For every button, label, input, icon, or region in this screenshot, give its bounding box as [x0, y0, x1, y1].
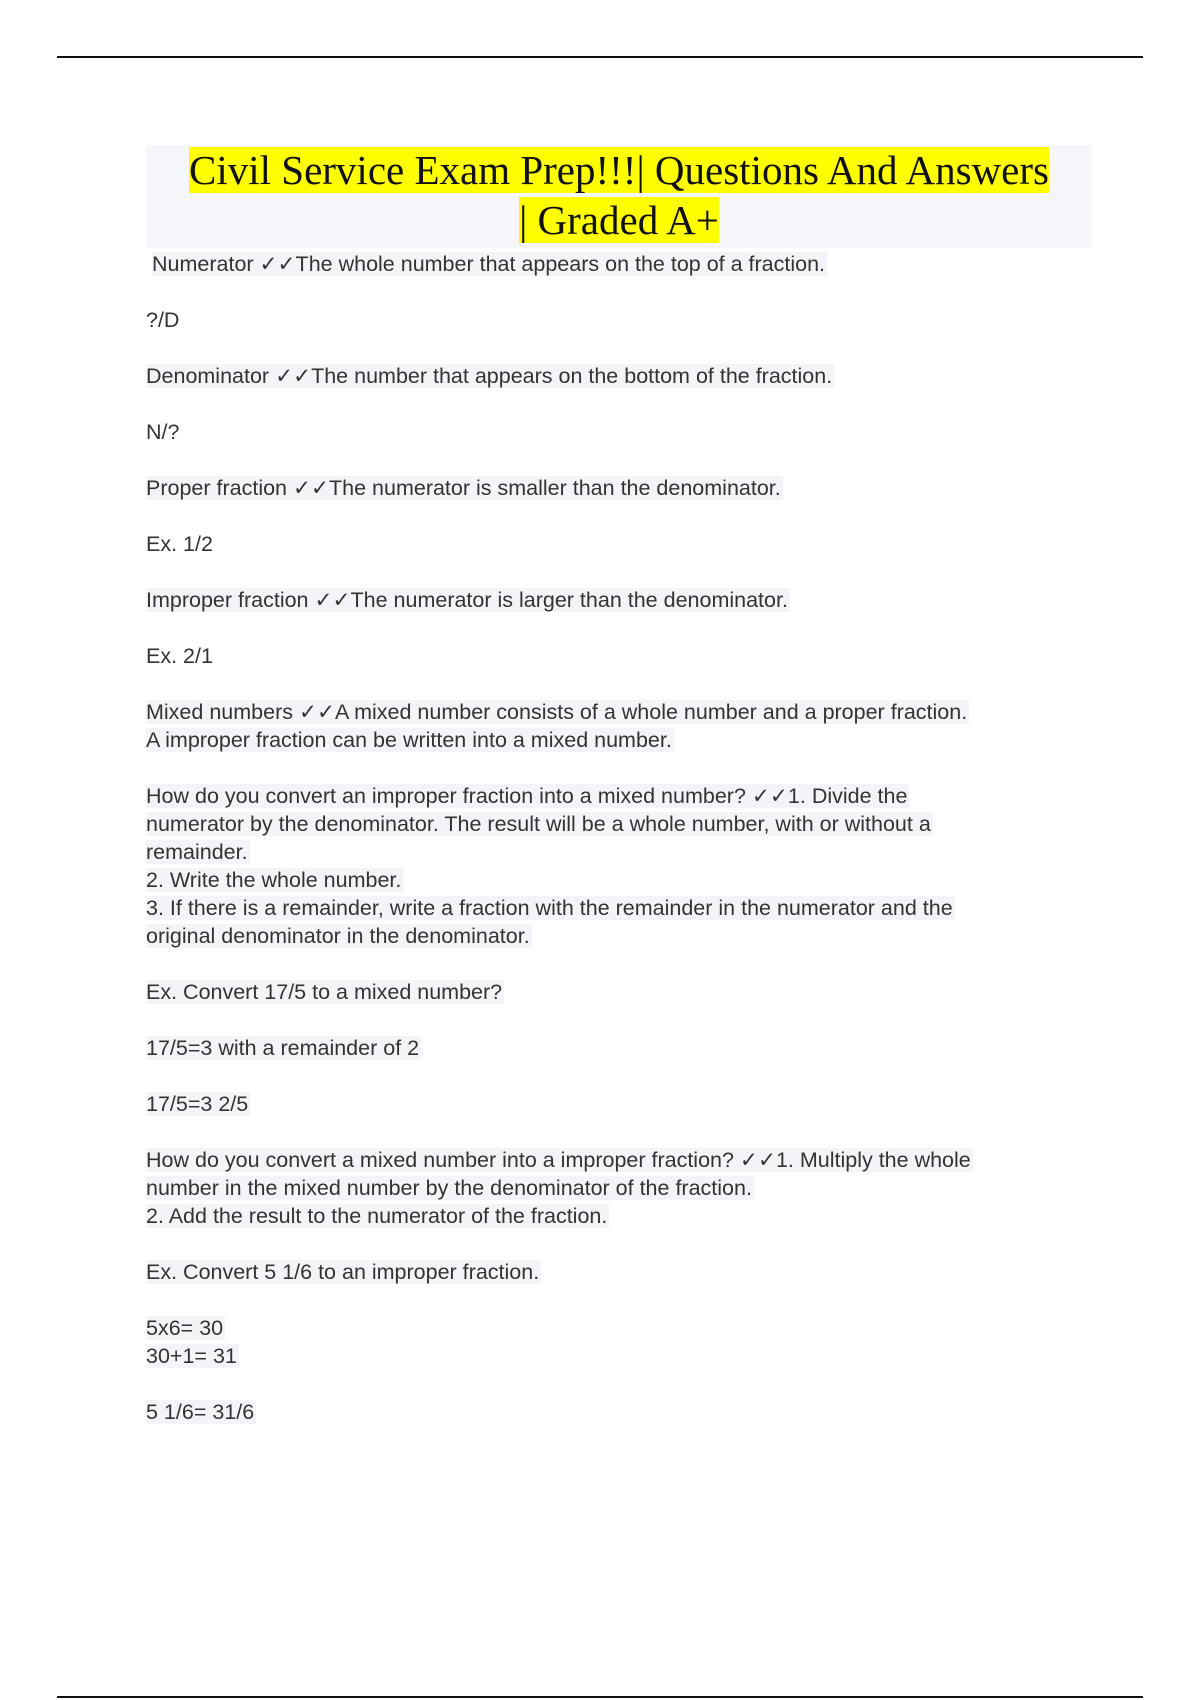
- entry-proper-fraction-example: Ex. 1/2: [146, 532, 213, 556]
- entry-proper-fraction: Proper fraction ✓✓The numerator is smaller than the denominator.: [146, 476, 781, 500]
- entry-convert-example: Ex. Convert 17/5 to a mixed number?: [146, 980, 503, 1004]
- entry-mixed-result: 5 1/6= 31/6: [146, 1400, 255, 1424]
- title-line-1: Civil Service Exam Prep!!!| Questions And Answers: [189, 147, 1049, 193]
- bottom-rule: [57, 1696, 1143, 1698]
- entry-improper-fraction-example: Ex. 2/1: [146, 644, 213, 668]
- entry-convert-mixed-line-2: number in the mixed number by the denominator of the fraction.: [146, 1176, 752, 1200]
- entry-mixed-numbers: Mixed numbers ✓✓A mixed number consists of a whole number and a proper fraction.: [146, 700, 968, 724]
- entry-convert-step-2: 17/5=3 2/5: [146, 1092, 249, 1116]
- entry-convert-improper-line-1: How do you convert an improper fraction into a mixed number? ✓✓1. Divide the: [146, 784, 908, 808]
- document-title: [146, 145, 1092, 248]
- entry-convert-improper-line-2: numerator by the denominator. The result will be a whole number, with or without a: [146, 812, 931, 836]
- entry-convert-improper-line-5: 3. If there is a remainder, write a fraction with the remainder in the numerator and the: [146, 896, 953, 920]
- entry-mixed-example: Ex. Convert 5 1/6 to an improper fraction.: [146, 1260, 540, 1284]
- entry-convert-mixed-line-3: 2. Add the result to the numerator of the fraction.: [146, 1204, 608, 1228]
- entry-convert-improper-line-4: 2. Write the whole number.: [146, 868, 402, 892]
- document-body: [146, 250, 1086, 1426]
- entry-numerator-example: ?/D: [146, 308, 180, 332]
- title-line-2: | Graded A+: [519, 197, 719, 243]
- entry-mixed-step-1: 5x6= 30: [146, 1316, 224, 1340]
- entry-denominator: Denominator ✓✓The number that appears on the bottom of the fraction.: [146, 364, 833, 388]
- entry-mixed-numbers-line-2: A improper fraction can be written into a mixed number.: [146, 728, 672, 752]
- entry-convert-improper-line-3: remainder.: [146, 840, 248, 864]
- entry-mixed-step-2: 30+1= 31: [146, 1344, 237, 1368]
- entry-improper-fraction: Improper fraction ✓✓The numerator is larger than the denominator.: [146, 588, 788, 612]
- entry-convert-improper-line-6: original denominator in the denominator.: [146, 924, 530, 948]
- entry-numerator: Numerator ✓✓The whole number that appears on the top of a fraction.: [152, 252, 826, 276]
- entry-convert-mixed-line-1: How do you convert a mixed number into a improper fraction? ✓✓1. Multiply the whole: [146, 1148, 971, 1172]
- entry-denominator-example: N/?: [146, 420, 180, 444]
- top-rule: [57, 56, 1143, 58]
- entry-convert-step-1: 17/5=3 with a remainder of 2: [146, 1036, 420, 1060]
